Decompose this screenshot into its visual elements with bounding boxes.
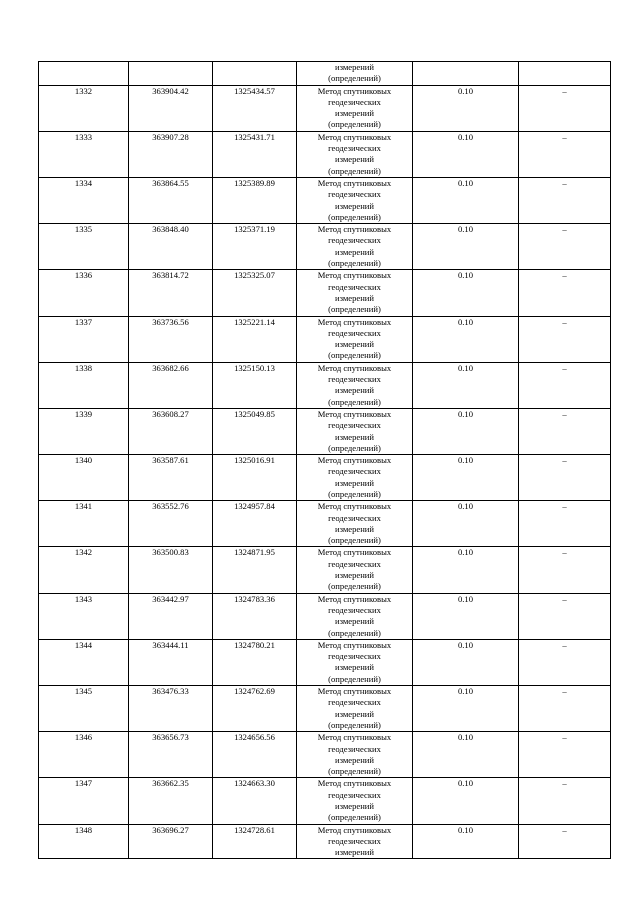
method-cell: [297, 131, 413, 177]
y-cell: [213, 62, 297, 86]
description-cell: –: [519, 362, 611, 408]
table-row: [39, 408, 611, 454]
table-row: [39, 501, 611, 547]
accuracy-cell: 0.10: [413, 85, 519, 131]
y-cell: 1325221.14: [213, 316, 297, 362]
table-row: [39, 547, 611, 593]
method-line: измерений: [334, 200, 375, 211]
accuracy-cell: 0.10: [413, 224, 519, 270]
method-cell: [297, 455, 413, 501]
y-cell: 1324656.56: [213, 732, 297, 778]
method-line: (определений): [328, 119, 381, 130]
x-cell: 363587.61: [129, 455, 213, 501]
table-row: [39, 224, 611, 270]
y-cell: 1325016.91: [213, 455, 297, 501]
table-row: [39, 639, 611, 685]
accuracy-cell: 0.10: [413, 408, 519, 454]
coordinates-table-body: [39, 62, 611, 859]
point-cell: 1335: [39, 224, 129, 270]
method-line: Метод спутниковых: [317, 408, 392, 419]
method-cell: [297, 547, 413, 593]
method-line: (определений): [328, 396, 381, 407]
method-line: Метод спутниковых: [317, 177, 392, 188]
point-cell: 1344: [39, 639, 129, 685]
method-line: Метод спутниковых: [317, 270, 392, 281]
x-cell: 363814.72: [129, 270, 213, 316]
method-line: Метод спутниковых: [317, 85, 392, 96]
point-cell: 1342: [39, 547, 129, 593]
method-line: (определений): [328, 258, 381, 269]
method-line: геодезических: [328, 512, 381, 523]
accuracy-cell: 0.10: [413, 732, 519, 778]
method-cell: [297, 224, 413, 270]
description-cell: –: [519, 455, 611, 501]
y-cell: 1325434.57: [213, 85, 297, 131]
description-cell: –: [519, 177, 611, 223]
coordinates-table: [38, 61, 611, 859]
description-cell: –: [519, 224, 611, 270]
method-cell: [297, 778, 413, 824]
method-line: (определений): [328, 304, 381, 315]
method-line: (определений): [328, 165, 381, 176]
description-cell: –: [519, 501, 611, 547]
accuracy-cell: 0.10: [413, 824, 519, 859]
method-cell: [297, 362, 413, 408]
table-row-fragment: [39, 62, 611, 86]
x-cell: 363500.83: [129, 547, 213, 593]
y-cell: 1324871.95: [213, 547, 297, 593]
method-line: измерений: [334, 431, 375, 442]
accuracy-cell: 0.10: [413, 362, 519, 408]
method-line: измерений: [334, 847, 375, 858]
point-cell: 1340: [39, 455, 129, 501]
table-row: [39, 686, 611, 732]
table-row: [39, 593, 611, 639]
y-cell: 1325150.13: [213, 362, 297, 408]
point-cell: 1334: [39, 177, 129, 223]
method-line: (определений): [328, 766, 381, 777]
point-cell: 1348: [39, 824, 129, 859]
accuracy-cell: [413, 62, 519, 86]
method-line: измерений: [334, 154, 375, 165]
point-cell: 1343: [39, 593, 129, 639]
table-row: [39, 85, 611, 131]
x-cell: 363696.27: [129, 824, 213, 859]
point-cell: 1336: [39, 270, 129, 316]
method-line: геодезических: [328, 651, 381, 662]
method-line: (определений): [328, 719, 381, 730]
y-cell: 1324957.84: [213, 501, 297, 547]
method-cell: [297, 824, 413, 859]
method-line: Метод спутниковых: [317, 732, 392, 743]
method-line: измерений: [334, 477, 375, 488]
description-cell: –: [519, 270, 611, 316]
description-cell: –: [519, 686, 611, 732]
method-line: Метод спутниковых: [317, 686, 392, 697]
method-line: Метод спутниковых: [317, 455, 392, 466]
method-line: Метод спутниковых: [317, 824, 392, 835]
method-cell: [297, 501, 413, 547]
x-cell: 363476.33: [129, 686, 213, 732]
method-line: геодезических: [328, 327, 381, 338]
method-line: Метод спутниковых: [317, 501, 392, 512]
table-row: [39, 316, 611, 362]
method-line: Метод спутниковых: [317, 778, 392, 789]
method-line: геодезических: [328, 466, 381, 477]
method-line: геодезических: [328, 697, 381, 708]
table-row: [39, 824, 611, 859]
x-cell: 363848.40: [129, 224, 213, 270]
method-line: геодезических: [328, 143, 381, 154]
description-cell: –: [519, 408, 611, 454]
method-line: Метод спутниковых: [317, 362, 392, 373]
accuracy-cell: 0.10: [413, 501, 519, 547]
point-cell: 1337: [39, 316, 129, 362]
accuracy-cell: 0.10: [413, 593, 519, 639]
x-cell: 363736.56: [129, 316, 213, 362]
description-cell: –: [519, 131, 611, 177]
method-line: (определений): [328, 673, 381, 684]
y-cell: 1325325.07: [213, 270, 297, 316]
method-cell: [297, 686, 413, 732]
method-cell: [297, 732, 413, 778]
method-line: геодезических: [328, 558, 381, 569]
method-line: геодезических: [328, 835, 381, 846]
description-cell: –: [519, 593, 611, 639]
x-cell: 363682.66: [129, 362, 213, 408]
description-cell: [519, 62, 611, 86]
method-line: измерений: [334, 570, 375, 581]
method-cell: [297, 177, 413, 223]
description-cell: –: [519, 639, 611, 685]
y-cell: 1325371.19: [213, 224, 297, 270]
method-cell: [297, 593, 413, 639]
method-line: (определений): [328, 442, 381, 453]
method-line: (определений): [328, 812, 381, 823]
method-line: измерений: [334, 616, 375, 627]
method-line: Метод спутниковых: [317, 593, 392, 604]
method-line: измерений: [334, 662, 375, 673]
x-cell: [129, 62, 213, 86]
x-cell: 363904.42: [129, 85, 213, 131]
method-line: геодезических: [328, 96, 381, 107]
y-cell: 1324728.61: [213, 824, 297, 859]
accuracy-cell: 0.10: [413, 686, 519, 732]
x-cell: 363656.73: [129, 732, 213, 778]
description-cell: –: [519, 85, 611, 131]
y-cell: 1325431.71: [213, 131, 297, 177]
point-cell: 1333: [39, 131, 129, 177]
y-cell: 1325049.85: [213, 408, 297, 454]
method-line: геодезических: [328, 420, 381, 431]
x-cell: 363552.76: [129, 501, 213, 547]
method-line: геодезических: [328, 374, 381, 385]
accuracy-cell: 0.10: [413, 270, 519, 316]
method-line: геодезических: [328, 189, 381, 200]
table-row: [39, 131, 611, 177]
point-cell: 1341: [39, 501, 129, 547]
y-cell: 1325389.89: [213, 177, 297, 223]
accuracy-cell: 0.10: [413, 639, 519, 685]
method-line: измерений: [334, 801, 375, 811]
x-cell: 363442.97: [129, 593, 213, 639]
method-cell: [297, 270, 413, 316]
method-cell: [297, 639, 413, 685]
method-line: (определений): [328, 350, 381, 361]
point-cell: 1345: [39, 686, 129, 732]
table-row: [39, 778, 611, 824]
method-line: измерений: [334, 708, 375, 719]
description-cell: –: [519, 547, 611, 593]
table-row: [39, 732, 611, 778]
method-cell: [297, 62, 413, 86]
method-line: (определений): [328, 627, 381, 638]
method-cell: [297, 316, 413, 362]
method-line: Метод спутниковых: [317, 547, 392, 558]
method-line: измерений: [334, 339, 375, 350]
accuracy-cell: 0.10: [413, 131, 519, 177]
accuracy-cell: 0.10: [413, 455, 519, 501]
table-row: [39, 455, 611, 501]
accuracy-cell: 0.10: [413, 778, 519, 824]
accuracy-cell: 0.10: [413, 177, 519, 223]
description-cell: –: [519, 824, 611, 859]
point-cell: [39, 62, 129, 86]
method-line: измерений: [334, 292, 375, 303]
accuracy-cell: 0.10: [413, 316, 519, 362]
method-line: (определений): [328, 535, 381, 546]
method-line: Метод спутниковых: [317, 316, 392, 327]
x-cell: 363444.11: [129, 639, 213, 685]
method-line: измерений: [334, 754, 375, 765]
method-line: Метод спутниковых: [317, 224, 392, 235]
point-cell: 1347: [39, 778, 129, 824]
method-line: измерений: [334, 385, 375, 396]
method-line: (определений): [328, 211, 381, 222]
y-cell: 1324762.69: [213, 686, 297, 732]
x-cell: 363864.55: [129, 177, 213, 223]
y-cell: 1324663.30: [213, 778, 297, 824]
method-line: измерений: [334, 108, 375, 119]
method-line: геодезических: [328, 789, 381, 800]
method-line: измерений: [334, 62, 375, 72]
method-line: Метод спутниковых: [317, 131, 392, 142]
method-line: геодезических: [328, 281, 381, 292]
table-row: [39, 270, 611, 316]
y-cell: 1324783.36: [213, 593, 297, 639]
table-row: [39, 177, 611, 223]
description-cell: –: [519, 316, 611, 362]
method-cell: [297, 85, 413, 131]
y-cell: 1324780.21: [213, 639, 297, 685]
description-cell: –: [519, 778, 611, 824]
method-line: геодезических: [328, 235, 381, 246]
x-cell: 363662.35: [129, 778, 213, 824]
x-cell: 363608.27: [129, 408, 213, 454]
point-cell: 1346: [39, 732, 129, 778]
method-line: измерений: [334, 523, 375, 534]
method-line: геодезических: [328, 743, 381, 754]
point-cell: 1332: [39, 85, 129, 131]
method-line: Метод спутниковых: [317, 639, 392, 650]
accuracy-cell: 0.10: [413, 547, 519, 593]
point-cell: 1339: [39, 408, 129, 454]
method-cell: [297, 408, 413, 454]
method-line: (определений): [328, 73, 381, 84]
method-line: (определений): [328, 488, 381, 499]
point-cell: 1338: [39, 362, 129, 408]
x-cell: 363907.28: [129, 131, 213, 177]
description-cell: –: [519, 732, 611, 778]
table-row: [39, 362, 611, 408]
method-line: (определений): [328, 581, 381, 592]
method-line: геодезических: [328, 604, 381, 615]
method-line: измерений: [334, 246, 375, 257]
